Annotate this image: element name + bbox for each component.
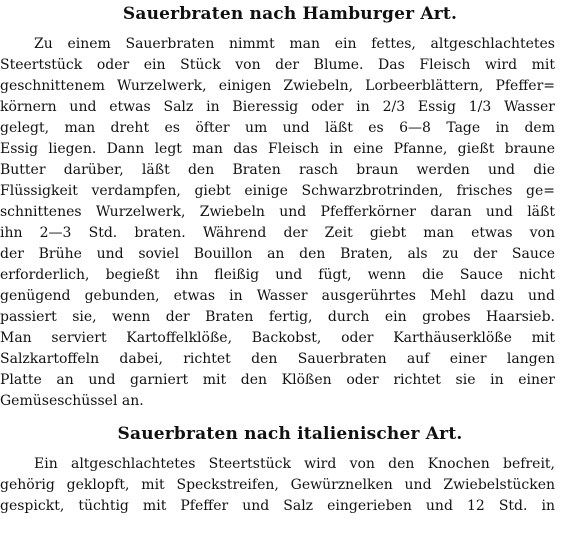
text-line: schnittenes Wurzelwerk, Zwiebeln und Pfefferkörner daran und läßt <box>0 204 555 220</box>
text-line: Zu einem Sauerbraten nimmt man ein fettes, altgeschlachtetes <box>34 36 555 52</box>
text-line: Gemüseschüssel an. <box>0 393 144 409</box>
section-heading-hamburger: Sauerbraten nach Hamburger Art. <box>122 4 458 24</box>
text-line: Essig liegen. Dann legt man das Fleisch in eine Pfanne, gießt braune <box>0 141 555 157</box>
text-line: gelegt, man dreht es öfter um und läßt es 6—8 Tage in dem <box>0 120 555 136</box>
text-line: passiert sie, wenn der Braten fertig, durch ein grobes Haarsieb. <box>0 309 555 325</box>
text-line: Man serviert Kartoffelklöße, Backobst, oder Karthäuserklöße mit <box>0 330 555 346</box>
text-line: Platte an und garniert mit den Klößen oder richtet sie in einer <box>0 372 555 388</box>
text-line: Ein altgeschlachtetes Steertstück wird von den Knochen befreit, <box>34 456 555 472</box>
text-line: körnern und etwas Salz in Bieressig oder in 2/3 Essig 1/3 Wasser <box>0 99 555 115</box>
text-line: Steertstück oder ein Stück von der Blume. Das Fleisch wird mit <box>0 57 555 73</box>
text-line: gehörig geklopft, mit Speckstreifen, Gewürznelken und Zwiebelstücken <box>0 477 555 493</box>
text-line: genügend gebunden, etwas in Wasser ausgerührtes Mehl dazu und <box>0 288 555 304</box>
text-line: erforderlich, begießt ihn fleißig und fügt, wenn die Sauce nicht <box>0 267 555 283</box>
text-line: geschnittenem Wurzelwerk, einigen Zwiebeln, Lorbeerblättern, Pfeffer= <box>0 78 555 94</box>
text-line: gespickt, tüchtig mit Pfeffer und Salz eingerieben und 12 Std. in <box>0 498 555 514</box>
text-line: ihn 2—3 Std. braten. Während der Zeit giebt man etwas von <box>0 225 555 241</box>
text-line: Salzkartoffeln dabei, richtet den Sauerbraten auf einer langen <box>0 351 555 367</box>
text-line: Butter darüber, läßt den Braten rasch braun werden und die <box>0 162 555 178</box>
section-heading-italian: Sauerbraten nach italienischer Art. <box>117 424 463 444</box>
text-line: der Brühe und soviel Bouillon an den Braten, als zu der Sauce <box>0 246 555 262</box>
text-line: Flüssigkeit verdampfen, giebt einige Schwarzbrotrinden, frisches ge= <box>0 183 555 199</box>
